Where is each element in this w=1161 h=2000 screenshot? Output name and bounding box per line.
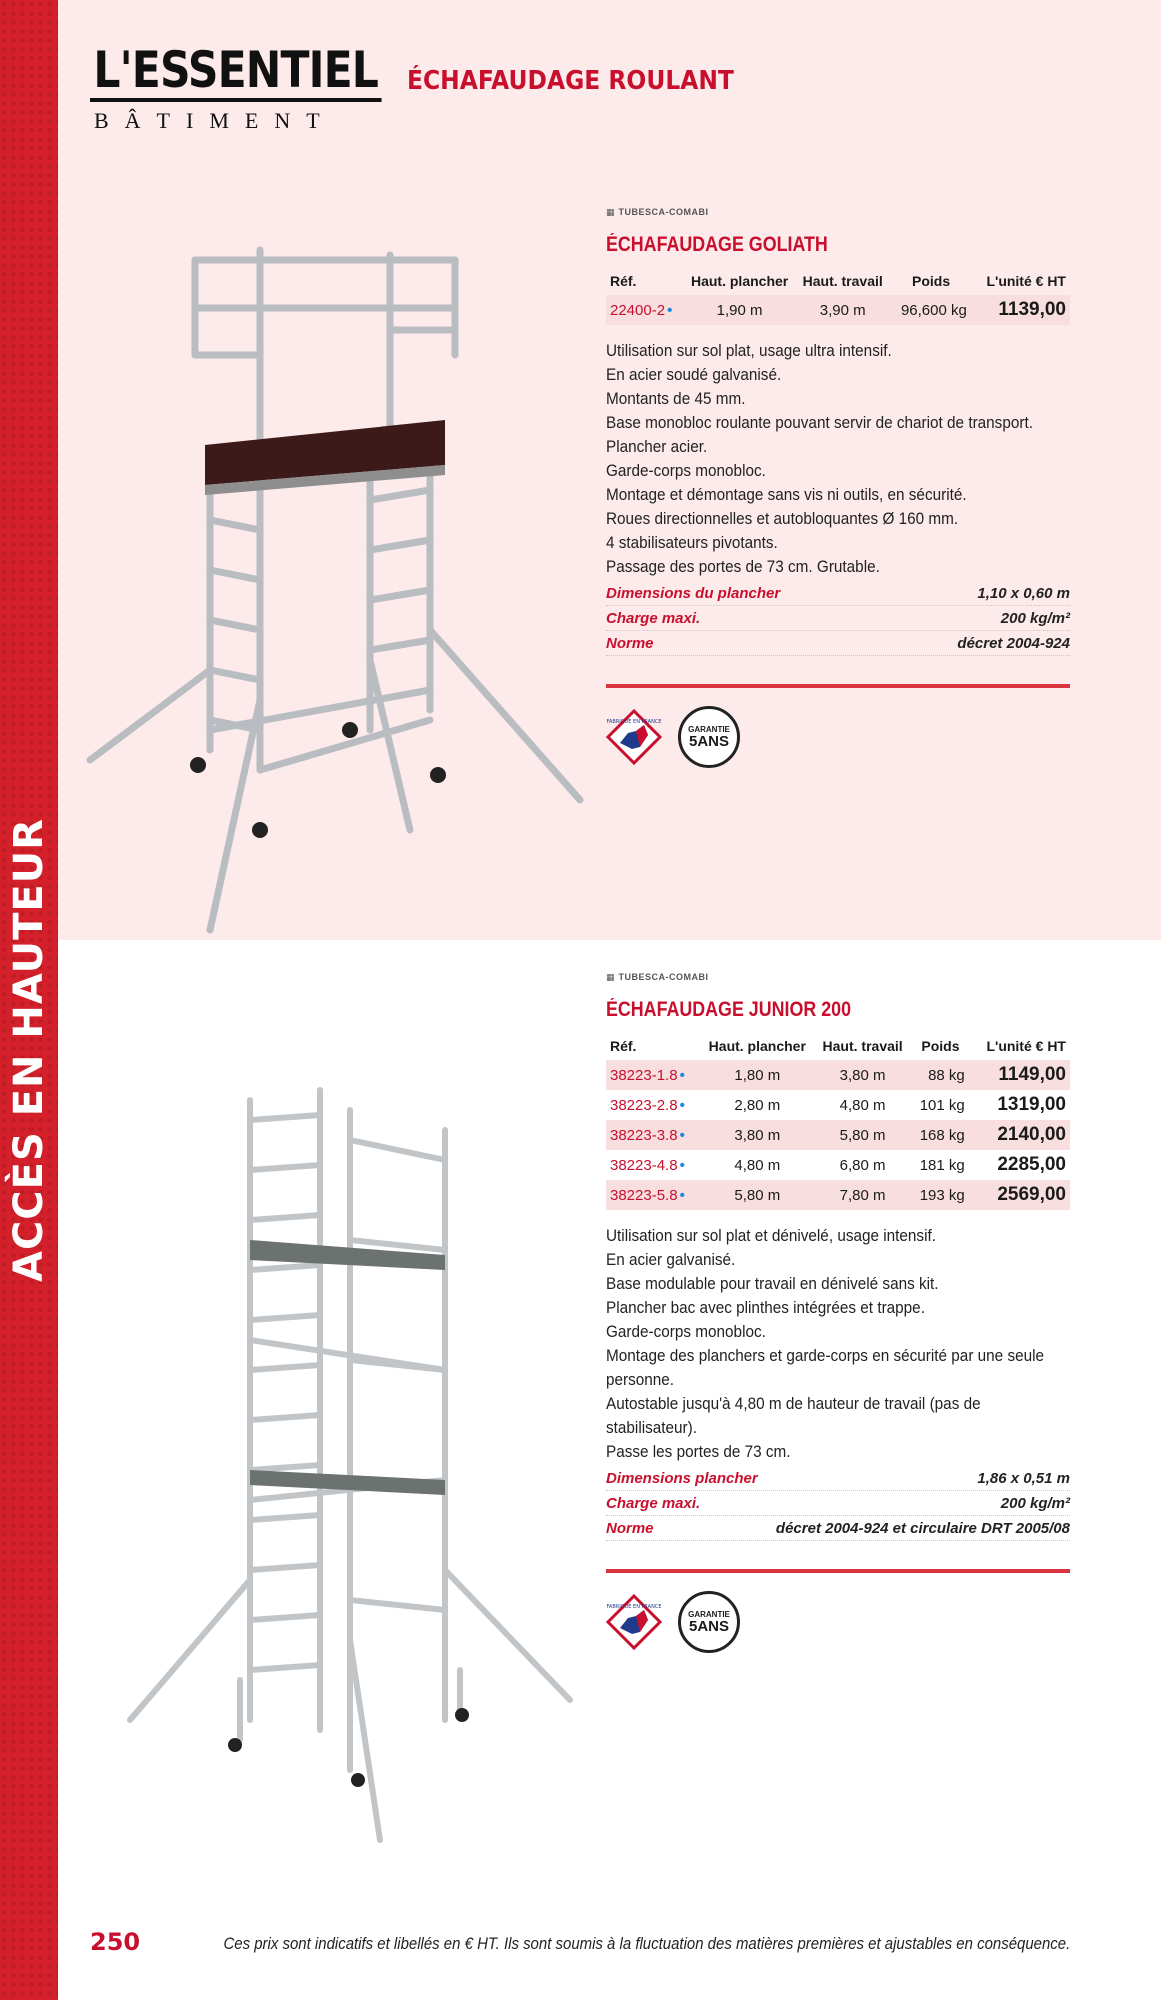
attribute-label: Norme: [606, 635, 654, 652]
ref-cell: 38223-4.8 •: [606, 1150, 700, 1180]
description-line: En acier galvanisé.: [606, 1250, 736, 1269]
price-cell: 2285,00: [971, 1150, 1070, 1180]
ref-cell: 38223-2.8 •: [606, 1090, 700, 1120]
logo-sub-text: BÂTIMENT: [94, 108, 336, 133]
weight-cell: 88 kg: [910, 1060, 971, 1090]
description-line: Plancher bac avec plinthes intégrées et trappe.: [606, 1298, 925, 1317]
attribute-label: Charge maxi.: [606, 1495, 701, 1512]
col-floor-height: Haut. plancher: [690, 273, 789, 289]
floor-height-cell: 2,80 m: [700, 1090, 815, 1120]
made-in-france-icon: [606, 709, 662, 765]
guarantee-top-text: GARANTIE: [688, 725, 730, 734]
spec-table: [606, 269, 1070, 325]
working-height-cell: 7,80 m: [815, 1180, 910, 1210]
attribute-row: [606, 606, 1070, 631]
product-name: ÉCHAFAUDAGE JUNIOR 200: [606, 998, 851, 1021]
guarantee-main-text: 5ANS: [688, 733, 729, 750]
col-unit-price: L'unité € HT: [986, 1038, 1066, 1054]
ref-dot-icon: •: [679, 1066, 685, 1084]
product-info-goliath: [606, 205, 1070, 768]
guarantee-badge: [678, 1591, 740, 1653]
working-height-cell: 4,80 m: [815, 1090, 910, 1120]
description-line: 4 stabilisateurs pivotants.: [606, 533, 778, 552]
attribute-label: Dimensions du plancher: [606, 585, 781, 602]
description-line: Garde-corps monobloc.: [606, 461, 766, 480]
section-divider: [606, 1569, 1070, 1573]
brand-name: TUBESCA-COMABI: [618, 972, 709, 982]
attribute-value: 1,86 x 0,51 m: [977, 1470, 1070, 1487]
floor-height-cell: 1,80 m: [700, 1060, 815, 1090]
description-line: Utilisation sur sol plat, usage ultra intensif.: [606, 341, 892, 360]
working-height-cell: 3,90 m: [796, 295, 889, 325]
attribute-row: [606, 581, 1070, 606]
brand-row: [606, 205, 1070, 219]
attribute-label: Norme: [606, 1520, 654, 1537]
product-attributes: [606, 1466, 1070, 1541]
floor-height-cell: 5,80 m: [700, 1180, 815, 1210]
col-working-height: Haut. travail: [802, 273, 883, 289]
description-line: Utilisation sur sol plat et dénivelé, usage intensif.: [606, 1226, 936, 1245]
badges-row: [606, 706, 1070, 768]
guarantee-main-text: 5ANS: [688, 1618, 729, 1635]
description-line: Montants de 45 mm.: [606, 389, 746, 408]
attribute-value: 200 kg/m²: [1000, 1495, 1070, 1512]
col-ref: Réf.: [610, 273, 637, 289]
description-line: Montage et démontage sans vis ni outils, en sécurité.: [606, 485, 967, 504]
price-cell: 2569,00: [971, 1180, 1070, 1210]
ref-dot-icon: •: [679, 1096, 685, 1114]
made-in-france-icon: [606, 1594, 662, 1650]
made-in-label: FABRIQUÉ EN FRANCE: [606, 1604, 662, 1610]
footer-note: Ces prix sont indicatifs et libellés en € HT. Ils sont soumis à la fluctuation des matières premières et ajustables en conséquence.: [223, 1934, 1070, 1953]
page-title: ÉCHAFAUDAGE ROULANT: [407, 66, 734, 96]
table-header-row: [606, 1034, 1070, 1060]
table-header-row: [606, 269, 1070, 295]
scaffold-goliath-image: [60, 230, 620, 950]
col-unit-price: L'unité € HT: [986, 273, 1066, 289]
side-band: [0, 0, 58, 2000]
table-row: [606, 1060, 1070, 1090]
floor-height-cell: 4,80 m: [700, 1150, 815, 1180]
price-cell: 1139,00: [973, 295, 1070, 325]
working-height-cell: 5,80 m: [815, 1120, 910, 1150]
col-weight: Poids: [921, 1038, 960, 1054]
spec-table: [606, 1034, 1070, 1210]
table-row: [606, 1180, 1070, 1210]
description-line: Passe les portes de 73 cm.: [606, 1442, 791, 1461]
price-cell: 2140,00: [971, 1120, 1070, 1150]
attribute-value: 1,10 x 0,60 m: [977, 585, 1070, 602]
scaffold-junior-image: [100, 1080, 600, 1860]
price-cell: 1149,00: [971, 1060, 1070, 1090]
table-row: [606, 1090, 1070, 1120]
weight-cell: 181 kg: [910, 1150, 971, 1180]
attribute-value: décret 2004-924: [957, 635, 1070, 652]
badges-row: [606, 1591, 1070, 1653]
description-line: Autostable jusqu'à 4,80 m de hauteur de travail (pas de stabilisateur).: [606, 1394, 981, 1437]
attribute-row: [606, 1466, 1070, 1491]
logo-main-text: L'ESSENTIEL: [90, 42, 381, 102]
section-label: ACCÈS EN HAUTEUR: [6, 817, 52, 1283]
col-weight: Poids: [911, 273, 951, 289]
col-working-height: Haut. travail: [822, 1038, 903, 1054]
brand-logo-icon: ▦: [606, 206, 615, 217]
weight-cell: 101 kg: [910, 1090, 971, 1120]
product-name: ÉCHAFAUDAGE GOLIATH: [606, 233, 828, 256]
weight-cell: 168 kg: [910, 1120, 971, 1150]
floor-height-cell: 3,80 m: [700, 1120, 815, 1150]
table-row: [606, 1120, 1070, 1150]
working-height-cell: 6,80 m: [815, 1150, 910, 1180]
section-divider: [606, 684, 1070, 688]
product-attributes: [606, 581, 1070, 656]
description-line: Garde-corps monobloc.: [606, 1322, 766, 1341]
made-in-label: FABRIQUÉ EN FRANCE: [606, 719, 662, 725]
col-floor-height: Haut. plancher: [708, 1038, 806, 1054]
description-line: Passage des portes de 73 cm. Grutable.: [606, 557, 880, 576]
page-number: 250: [90, 1928, 141, 1956]
ref-cell: 38223-1.8 •: [606, 1060, 700, 1090]
description-line: Base monobloc roulante pouvant servir de chariot de transport.: [606, 413, 1033, 432]
ref-dot-icon: •: [679, 1156, 685, 1174]
ref-dot-icon: •: [667, 301, 673, 319]
weight-cell: 96,600 kg: [889, 295, 973, 325]
attribute-value: 200 kg/m²: [1000, 610, 1070, 627]
table-row: [606, 1150, 1070, 1180]
ref-cell: 38223-5.8 •: [606, 1180, 700, 1210]
attribute-row: [606, 1491, 1070, 1516]
description-line: En acier soudé galvanisé.: [606, 365, 782, 384]
attribute-row: [606, 1516, 1070, 1541]
product-info-junior: [606, 970, 1070, 1653]
attribute-value: décret 2004-924 et circulaire DRT 2005/08: [775, 1520, 1070, 1537]
brand-name: TUBESCA-COMABI: [618, 207, 709, 217]
col-ref: Réf.: [610, 1038, 637, 1054]
brand-logo-icon: ▦: [606, 971, 615, 982]
price-cell: 1319,00: [971, 1090, 1070, 1120]
description-line: Montage des planchers et garde-corps en sécurité par une seule personne.: [606, 1346, 1045, 1389]
weight-cell: 193 kg: [910, 1180, 971, 1210]
guarantee-badge: [678, 706, 740, 768]
attribute-row: [606, 631, 1070, 656]
brand-logo: [90, 41, 379, 134]
ref-cell: 22400-2 •: [606, 295, 683, 325]
table-row: [606, 295, 1070, 325]
description-line: Roues directionnelles et autobloquantes Ø 160 mm.: [606, 509, 959, 528]
floor-height-cell: 1,90 m: [683, 295, 796, 325]
ref-cell: 38223-3.8 •: [606, 1120, 700, 1150]
description-line: Base modulable pour travail en dénivelé sans kit.: [606, 1274, 939, 1293]
attribute-label: Charge maxi.: [606, 610, 701, 627]
description-line: Plancher acier.: [606, 437, 708, 456]
brand-row: [606, 970, 1070, 984]
attribute-label: Dimensions plancher: [606, 1470, 758, 1487]
product-description: [606, 1224, 1070, 1464]
guarantee-top-text: GARANTIE: [688, 1610, 730, 1619]
ref-dot-icon: •: [679, 1126, 685, 1144]
product-description: [606, 339, 1070, 579]
working-height-cell: 3,80 m: [815, 1060, 910, 1090]
ref-dot-icon: •: [679, 1186, 685, 1204]
